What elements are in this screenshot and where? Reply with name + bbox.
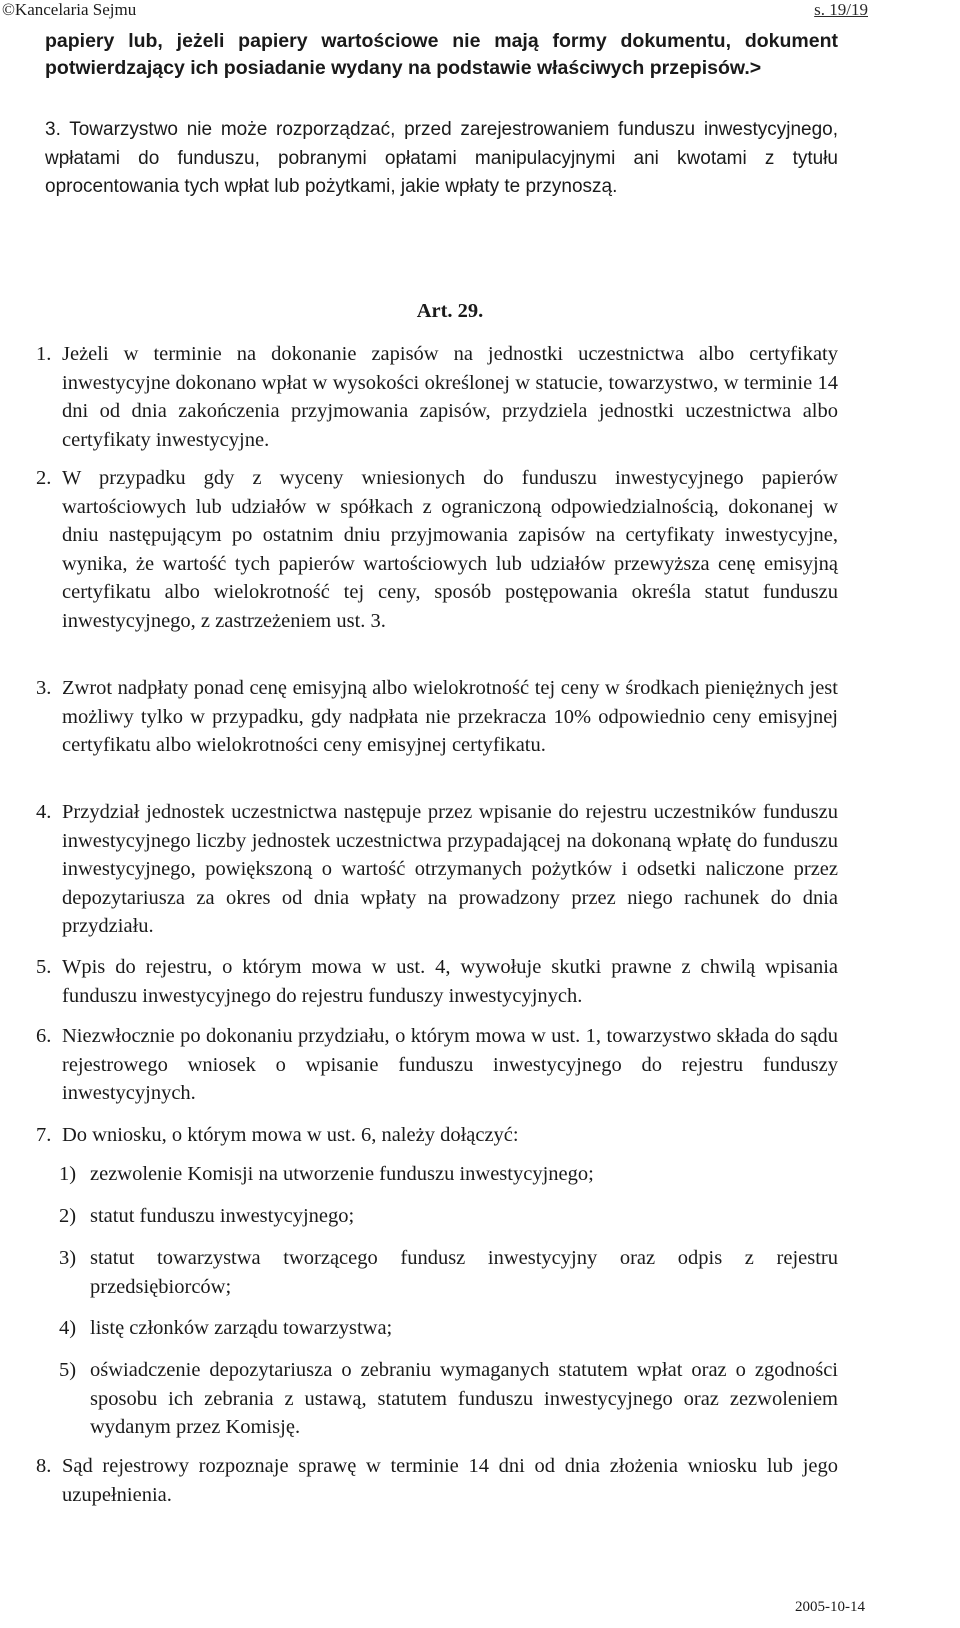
paragraph-3: 3. Towarzystwo nie może rozporządzać, przed zarejestrowaniem funduszu inwestycyjnego, wpłatami do funduszu, pobranymi opłatami manipulacyjnymi ani kwotami z tytułu oprocentowania tych wpłat lub pożytkami, jakie wpłaty te przynoszą. bbox=[45, 119, 838, 197]
item-text: Niezwłocznie po dokonaniu przydziału, o którym mowa w ust. 1, towarzystwo składa do sądu rejestrowego wniosek o wpisanie funduszu inwestycyjnego do rejestru funduszy inwestycyjnych. bbox=[62, 1025, 838, 1104]
item-number: 7. bbox=[36, 1124, 52, 1146]
intro-bold-paragraph: papiery lub, jeżeli papiery wartościowe nie mają formy dokumentu, dokument potwierdzający ich posiadanie wydany na podstawie właściwych przepisów.> bbox=[45, 30, 838, 79]
subitem-number: 2) bbox=[59, 1205, 77, 1227]
subitem-text: zezwolenie Komisji na utworzenie funduszu inwestycyjnego; bbox=[90, 1163, 594, 1185]
subitem-number: 1) bbox=[59, 1163, 77, 1185]
subitem-text: listę członków zarządu towarzystwa; bbox=[90, 1317, 393, 1339]
page-number: s. 19/19 bbox=[814, 0, 868, 19]
sub-list-item bbox=[59, 1356, 838, 1442]
list-item bbox=[36, 674, 838, 760]
sub-list-item bbox=[59, 1202, 838, 1231]
item-text: W przypadku gdy z wyceny wniesionych do funduszu inwestycyjnego papierów wartościowych lub udziałów w spółkach z ograniczoną odpowiedzialnością, dokonanej w dniu następującym po ostatnim dniu przyjmowania zapisów na certyfikaty inwestycyjne, wynika, że wartość tych papierów wartościowych lub udziałów przewyższa cenę emisyjną certyfikatu albo wielokrotność tej ceny, sposób postępowania określa statut funduszu inwestycyjnego, z zastrzeżeniem ust. 3. bbox=[62, 467, 838, 632]
list-item bbox=[36, 953, 838, 1010]
subitem-number: 4) bbox=[59, 1317, 77, 1339]
sub-list-item bbox=[59, 1244, 838, 1301]
item-number: 1. bbox=[36, 343, 52, 365]
footer-date: 2005-10-14 bbox=[795, 1599, 865, 1615]
list-item bbox=[36, 1022, 838, 1108]
sub-list-item bbox=[59, 1314, 838, 1343]
item-number: 3. bbox=[36, 677, 52, 699]
sub-list-item bbox=[59, 1160, 838, 1189]
subitem-text: statut funduszu inwestycyjnego; bbox=[90, 1205, 355, 1227]
copyright-text: ©Kancelaria Sejmu bbox=[2, 0, 137, 19]
item-text: Sąd rejestrowy rozpoznaje sprawę w terminie 14 dni od dnia złożenia wniosku lub jego uzupełnienia. bbox=[62, 1455, 838, 1506]
item-text: Jeżeli w terminie na dokonanie zapisów na jednostki uczestnictwa albo certyfikaty inwestycyjne dokonano wpłat w wysokości określonej w statucie, towarzystwo, w terminie 14 dni od dnia zakończenia przyjmowania zapisów, przydziela jednostki uczestnictwa albo certyfikaty inwestycyjne. bbox=[62, 343, 838, 451]
page-header bbox=[0, 0, 960, 26]
item-text: Zwrot nadpłaty ponad cenę emisyjną albo wielokrotność tej ceny w środkach pieniężnych jest możliwy tylko w przypadku, gdy nadpłata nie przekracza 10% odpowiednio ceny emisyjnej certyfikatu albo wielokrotności ceny emisyjnej certyfikatu. bbox=[62, 677, 838, 756]
item-number: 4. bbox=[36, 801, 52, 823]
list-item bbox=[36, 340, 838, 454]
subitem-text: oświadczenie depozytariusza o zebraniu wymaganych statutem wpłat oraz o zgodności sposobu ich zebrania z ustawą, statutem funduszu inwestycyjnego oraz zezwoleniem wydanym przez Komisję. bbox=[90, 1359, 838, 1438]
item-text: Do wniosku, o którym mowa w ust. 6, należy dołączyć: bbox=[62, 1124, 519, 1146]
subitem-number: 3) bbox=[59, 1247, 77, 1269]
list-item bbox=[36, 1452, 838, 1509]
list-item bbox=[36, 464, 838, 635]
article-title: Art. 29. bbox=[416, 300, 484, 322]
item-number: 8. bbox=[36, 1455, 52, 1477]
subitem-number: 5) bbox=[59, 1359, 77, 1381]
list-item bbox=[36, 1121, 838, 1150]
list-item bbox=[36, 798, 838, 941]
item-number: 2. bbox=[36, 467, 52, 489]
item-number: 5. bbox=[36, 956, 52, 978]
item-text: Przydział jednostek uczestnictwa następuje przez wpisanie do rejestru uczestników funduszu inwestycyjnego liczby jednostek uczestnictwa przypadającej na dokonaną wpłatę do funduszu inwestycyjnego, powiększoną o wartość otrzymanych pożytków i odsetki naliczone przez depozytariusza za okres od dnia wpłaty na prowadzony przez niego rachunek do dnia przydziału. bbox=[62, 801, 838, 937]
item-text: Wpis do rejestru, o którym mowa w ust. 4, wywołuje skutki prawne z chwilą wpisania funduszu inwestycyjnego do rejestru funduszy inwestycyjnych. bbox=[62, 956, 838, 1007]
subitem-text: statut towarzystwa tworzącego fundusz inwestycyjny oraz odpis z rejestru przedsiębiorców; bbox=[90, 1247, 838, 1298]
item-number: 6. bbox=[36, 1025, 52, 1047]
